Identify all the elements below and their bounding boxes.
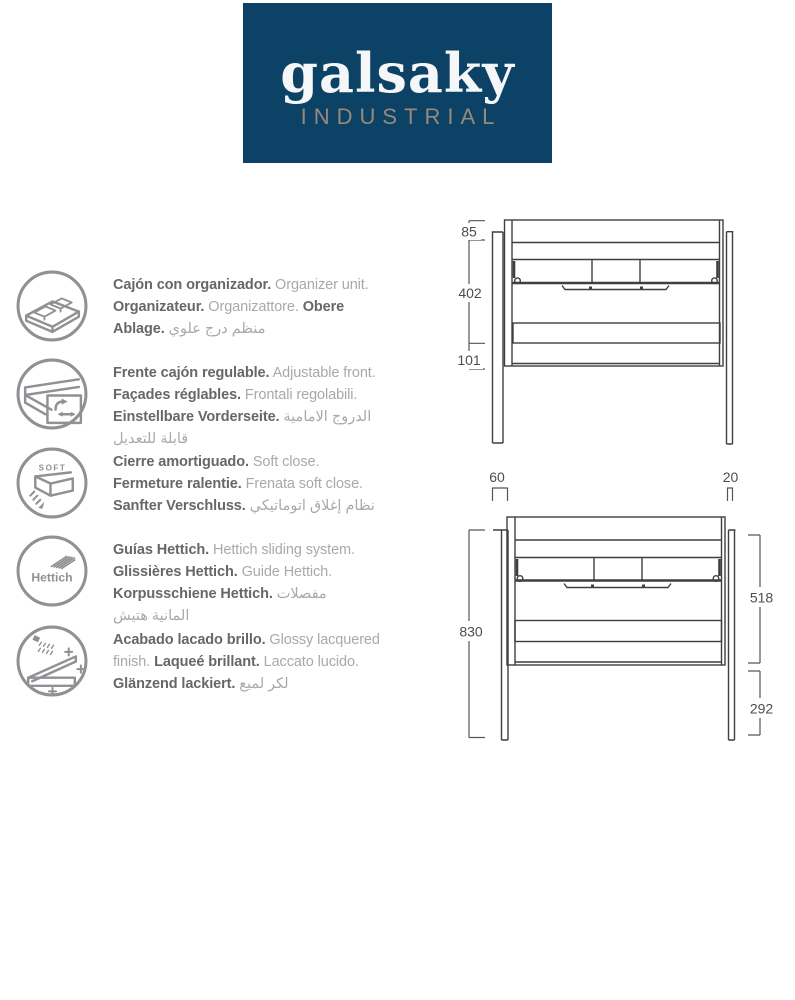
feature-text-segment: لكر لميع [235,676,289,692]
feature-text-segment: Glänzend lackiert. [113,676,236,692]
feature-line [113,384,398,406]
feature-adjustable-front [14,356,398,450]
feature-text [113,268,398,344]
feature-text-segment: منظم درج علوي [164,321,266,337]
feature-text-segment: finish. [113,654,151,670]
feature-line [113,296,398,318]
feature-text-segment: Glossy lacquered [265,632,380,648]
feature-soft-close [14,445,398,521]
feature-text-segment: Frontali regolabili. [240,387,358,403]
feature-line [113,673,398,695]
feature-line [113,406,398,428]
feature-text-segment: Einstellbare Vorderseite. [113,409,280,425]
feature-text-segment: Sanfter Verschluss. [113,498,246,514]
feature-text-segment: Guías Hettich. [113,542,210,558]
feature-organizer [14,268,398,344]
dim-830-label: 830 [459,623,483,640]
feature-text-segment: Organizattore. [204,299,299,315]
feature-text-segment: Fermeture ralentie. [113,476,242,492]
feature-text-segment: Organizateur. [113,299,205,315]
feature-text-segment: Laqueé brillant. [150,654,260,670]
feature-text [113,623,398,699]
feature-text-segment: Glissières Hettich. [113,564,238,580]
dim-20-label: 20 [722,469,739,485]
soft-close-icon [14,445,90,521]
feature-text-segment: مفصلات [272,586,327,602]
adjustable-front-icon [14,356,90,432]
feature-line [113,583,398,605]
hettich-icon [14,533,90,609]
brand-tagline: INDUSTRIAL [300,104,502,129]
feature-line [113,561,398,583]
feature-text-segment: Façades réglables. [113,387,241,403]
feature-line [113,473,398,495]
feature-line [113,495,398,517]
front-view-drawing-bottom [450,460,780,758]
front-view-drawing-top [455,208,745,453]
feature-text-segment: Hettich sliding system. [209,542,355,558]
feature-line [113,318,398,340]
feature-text-segment: نظام إغلاق اتوماتيكي [245,498,375,514]
dim-518-label: 518 [749,589,774,606]
dim-101-label: 101 [457,352,481,368]
feature-gloss-finish [14,623,398,699]
feature-line [113,629,398,651]
svg-text:Hettich: Hettich [31,570,73,585]
feature-text-segment: قابلة للتعديل [113,431,189,447]
feature-text [113,356,398,450]
feature-text-segment: Frente cajón regulable. [113,365,270,381]
feature-text-segment: Organizer unit. [271,277,369,293]
gloss-icon [14,623,90,699]
feature-text-segment: Korpusschiene Hettich. [113,586,273,602]
feature-text-segment: Soft close. [248,454,320,470]
feature-text-segment: الدروج الامامية [279,409,372,425]
feature-line [113,274,398,296]
feature-line [113,362,398,384]
feature-line [113,451,398,473]
brand-logo [243,3,552,163]
feature-text [113,533,398,627]
feature-text-segment: Cierre amortiguado. [113,454,249,470]
feature-text-segment: المانية هتيش [113,608,190,624]
organizer-icon [14,268,90,344]
dim-85-label: 85 [461,223,477,240]
feature-line [113,539,398,561]
feature-text-segment: Guide Hettich. [237,564,333,580]
dim-292-label: 292 [749,700,774,717]
feature-text-segment: Obere [298,299,345,315]
feature-text-segment: Acabado lacado brillo. [113,632,266,648]
feature-text-segment: Adjustable front. [269,365,376,381]
brand-name: galsaky [280,41,515,105]
feature-text-segment: Laccato lucido. [259,654,359,670]
feature-text-segment: Cajón con organizador. [113,277,272,293]
dim-402-label: 402 [458,285,482,301]
feature-text-segment: Frenata soft close. [241,476,363,492]
feature-text-segment: Ablage. [113,321,165,337]
svg-text:SOFT: SOFT [38,463,67,473]
feature-text [113,445,398,521]
dim-60-label: 60 [489,469,505,485]
feature-line [113,651,398,673]
feature-hettich [14,533,398,627]
